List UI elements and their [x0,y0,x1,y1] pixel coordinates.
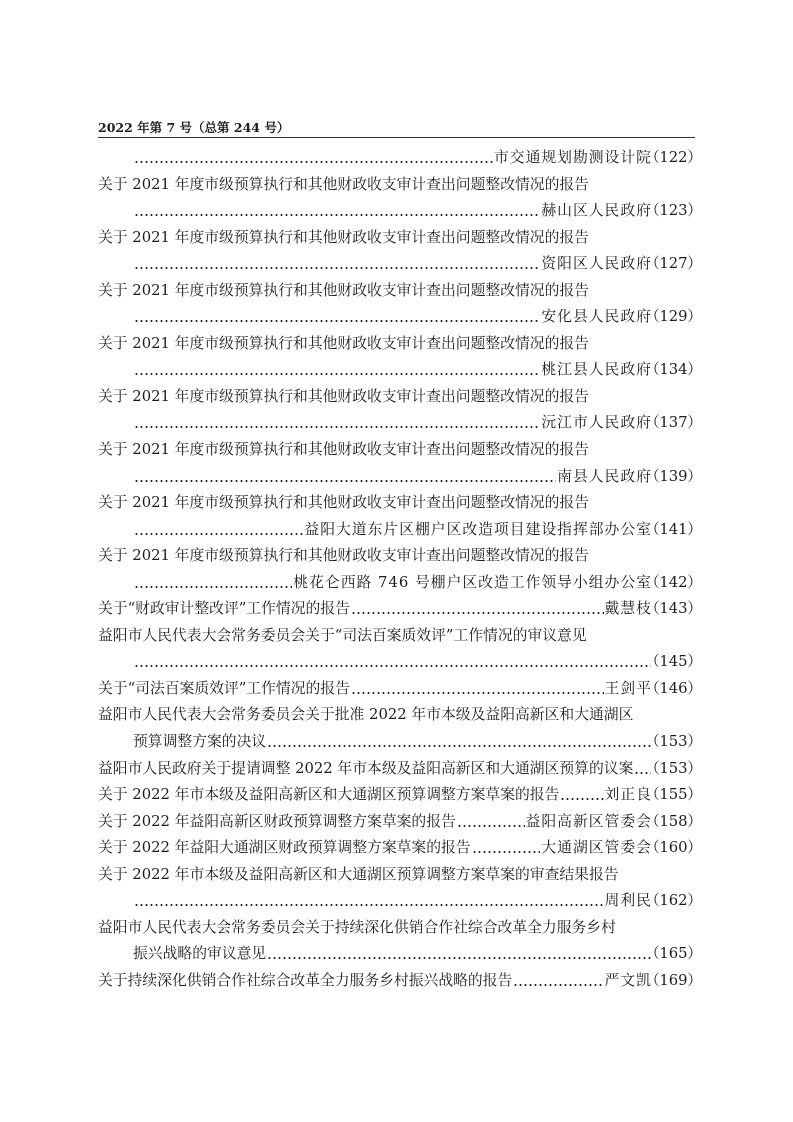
toc-line [98,888,695,915]
toc-line [98,278,695,305]
toc-line [98,596,695,623]
toc-line [98,941,695,968]
toc-line [98,384,695,411]
toc-page-number: （143） [651,600,695,618]
toc-line [98,649,695,676]
toc-entry-title: 关于 2022 年益阳高新区财政预算调整方案草案的报告 [98,812,456,830]
dot-leader [134,251,540,278]
toc-entry-title: 关于 2021 年度市级预算执行和其他财政收支审计查出问题整改情况的报告 [98,334,589,352]
table-of-contents [98,145,695,995]
toc-page-number: （162） [651,892,695,910]
toc-line [98,623,695,650]
toc-entry-title: 关于 2022 年市本级及益阳高新区和大通湖区预算调整方案草案的审查结果报告 [98,865,619,883]
toc-entry-title: 关于“财政审计整改评”工作情况的报告 [98,600,350,618]
toc-entry-author: 桃花仑西路 746 号棚户区改造工作领导小组办公室 [293,573,652,591]
dot-leader [134,570,292,597]
header-rule [98,137,695,138]
toc-entry-title: 关于“司法百案质效评”工作情况的报告 [98,679,350,697]
toc-entry-title: 关于 2022 年市本级及益阳高新区和大通湖区预算调整方案草案的报告 [98,786,560,804]
toc-entry-author: 刘正良 [604,786,652,804]
toc-entry-author: 赫山区人民政府 [541,202,652,220]
dot-leader [134,145,493,172]
toc-page-number: （122） [651,149,695,166]
toc-entry-title: 益阳市人民代表大会常务委员会关于持续深化供销合作社综合改革全力服务乡村 [98,918,616,936]
toc-line [98,756,695,783]
dot-leader [267,729,651,756]
toc-page-number: （153） [651,733,695,751]
toc-line [98,809,695,836]
toc-entry-title: 关于 2021 年度市级预算执行和其他财政收支审计查出问题整改情况的报告 [98,387,589,405]
dot-leader [351,596,604,623]
toc-entry-author: 益阳高新区管委会 [525,812,652,830]
toc-line [98,570,695,597]
toc-entry-title: 关于 2021 年度市级预算执行和其他财政收支审计查出问题整改情况的报告 [98,494,589,512]
toc-entry-author: 周利民 [604,892,652,910]
toc-line [98,410,695,437]
toc-entry-title: 益阳市人民代表大会常务委员会关于批准 2022 年市本级及益阳高新区和大通湖区 [98,706,634,724]
toc-line [98,437,695,464]
toc-entry-title: 关于 2021 年度市级预算执行和其他财政收支审计查出问题整改情况的报告 [98,228,589,246]
dot-leader [513,968,603,995]
issue-header: 2022 年第 7 号（总第 244 号） [98,120,290,135]
dot-leader [472,835,541,862]
toc-page-number: （139） [651,467,695,485]
toc-page-number: （127） [651,255,695,273]
dot-leader [457,809,525,836]
toc-line [98,915,695,942]
toc-entry-title: 益阳市人民代表大会常务委员会关于“司法百案质效评”工作情况的审议意见 [98,626,587,644]
toc-line [98,835,695,862]
toc-page-number: （137） [651,414,695,432]
dot-leader [267,941,651,968]
toc-page-number: （155） [651,786,695,804]
toc-entry-author: 市交通规划勘测设计院 [493,149,652,166]
toc-line [98,251,695,278]
toc-entry-title: 关于 2021 年度市级预算执行和其他财政收支审计查出问题整改情况的报告 [98,281,589,299]
dot-leader [134,198,540,225]
dot-leader [134,649,651,676]
dot-leader [634,756,651,783]
toc-entry-author: 王剑平 [604,679,652,697]
toc-entry-author: 戴慧枝 [604,600,652,618]
dot-leader [560,782,603,809]
toc-entry-author: 资阳区人民政府 [541,255,652,273]
toc-entry-title: 振兴战略的审议意见 [133,945,267,963]
toc-page-number: （169） [651,971,695,989]
toc-line [98,172,695,199]
toc-page-number: （146） [651,679,695,697]
toc-entry-author: 南县人民政府 [557,467,652,485]
toc-line [98,782,695,809]
dot-leader [134,357,540,384]
toc-line [98,464,695,491]
toc-page-number: （129） [651,308,695,326]
dot-leader [134,517,303,544]
dot-leader [134,410,540,437]
dot-leader [134,888,604,915]
toc-page-number: （145） [651,653,695,671]
toc-page-number: （134） [651,361,695,379]
toc-line [98,331,695,358]
dot-leader [351,676,604,703]
toc-line [98,198,695,225]
toc-page-number: （160） [651,839,695,857]
toc-entry-author: 桃江县人民政府 [541,361,652,379]
toc-entry-author: 大通湖区管委会 [541,839,652,857]
toc-line [98,543,695,570]
toc-line [98,517,695,544]
toc-line [98,490,695,517]
toc-page-number: （153） [651,759,695,777]
toc-line [98,145,695,172]
dot-leader [134,304,540,331]
dot-leader [134,464,556,491]
toc-entry-author: 安化县人民政府 [541,308,652,326]
toc-page-number: （141） [651,520,695,538]
toc-line [98,357,695,384]
toc-line [98,729,695,756]
toc-entry-title: 关于 2021 年度市级预算执行和其他财政收支审计查出问题整改情况的报告 [98,441,589,459]
toc-entry-title: 预算调整方案的决议 [133,733,267,751]
toc-page-number: （123） [651,202,695,220]
toc-line [98,304,695,331]
toc-line [98,968,695,995]
toc-line [98,225,695,252]
toc-page-number: （158） [651,812,695,830]
toc-entry-title: 关于 2022 年益阳大通湖区财政预算调整方案草案的报告 [98,839,471,857]
toc-page-number: （142） [651,573,695,591]
toc-line [98,676,695,703]
toc-entry-author: 益阳大道东片区棚户区改造项目建设指挥部办公室 [304,520,652,538]
toc-entry-title: 关于持续深化供销合作社综合改革全力服务乡村振兴战略的报告 [98,971,513,989]
toc-entry-title: 关于 2021 年度市级预算执行和其他财政收支审计查出问题整改情况的报告 [98,547,589,565]
toc-page-number: （165） [651,945,695,963]
toc-entry-title: 益阳市人民政府关于提请调整 2022 年市本级及益阳高新区和大通湖区预算的议案 [98,759,634,777]
toc-line [98,862,695,889]
toc-line [98,702,695,729]
toc-entry-author: 严文凯 [604,971,652,989]
toc-entry-title: 关于 2021 年度市级预算执行和其他财政收支审计查出问题整改情况的报告 [98,175,589,193]
toc-entry-author: 沅江市人民政府 [541,414,652,432]
